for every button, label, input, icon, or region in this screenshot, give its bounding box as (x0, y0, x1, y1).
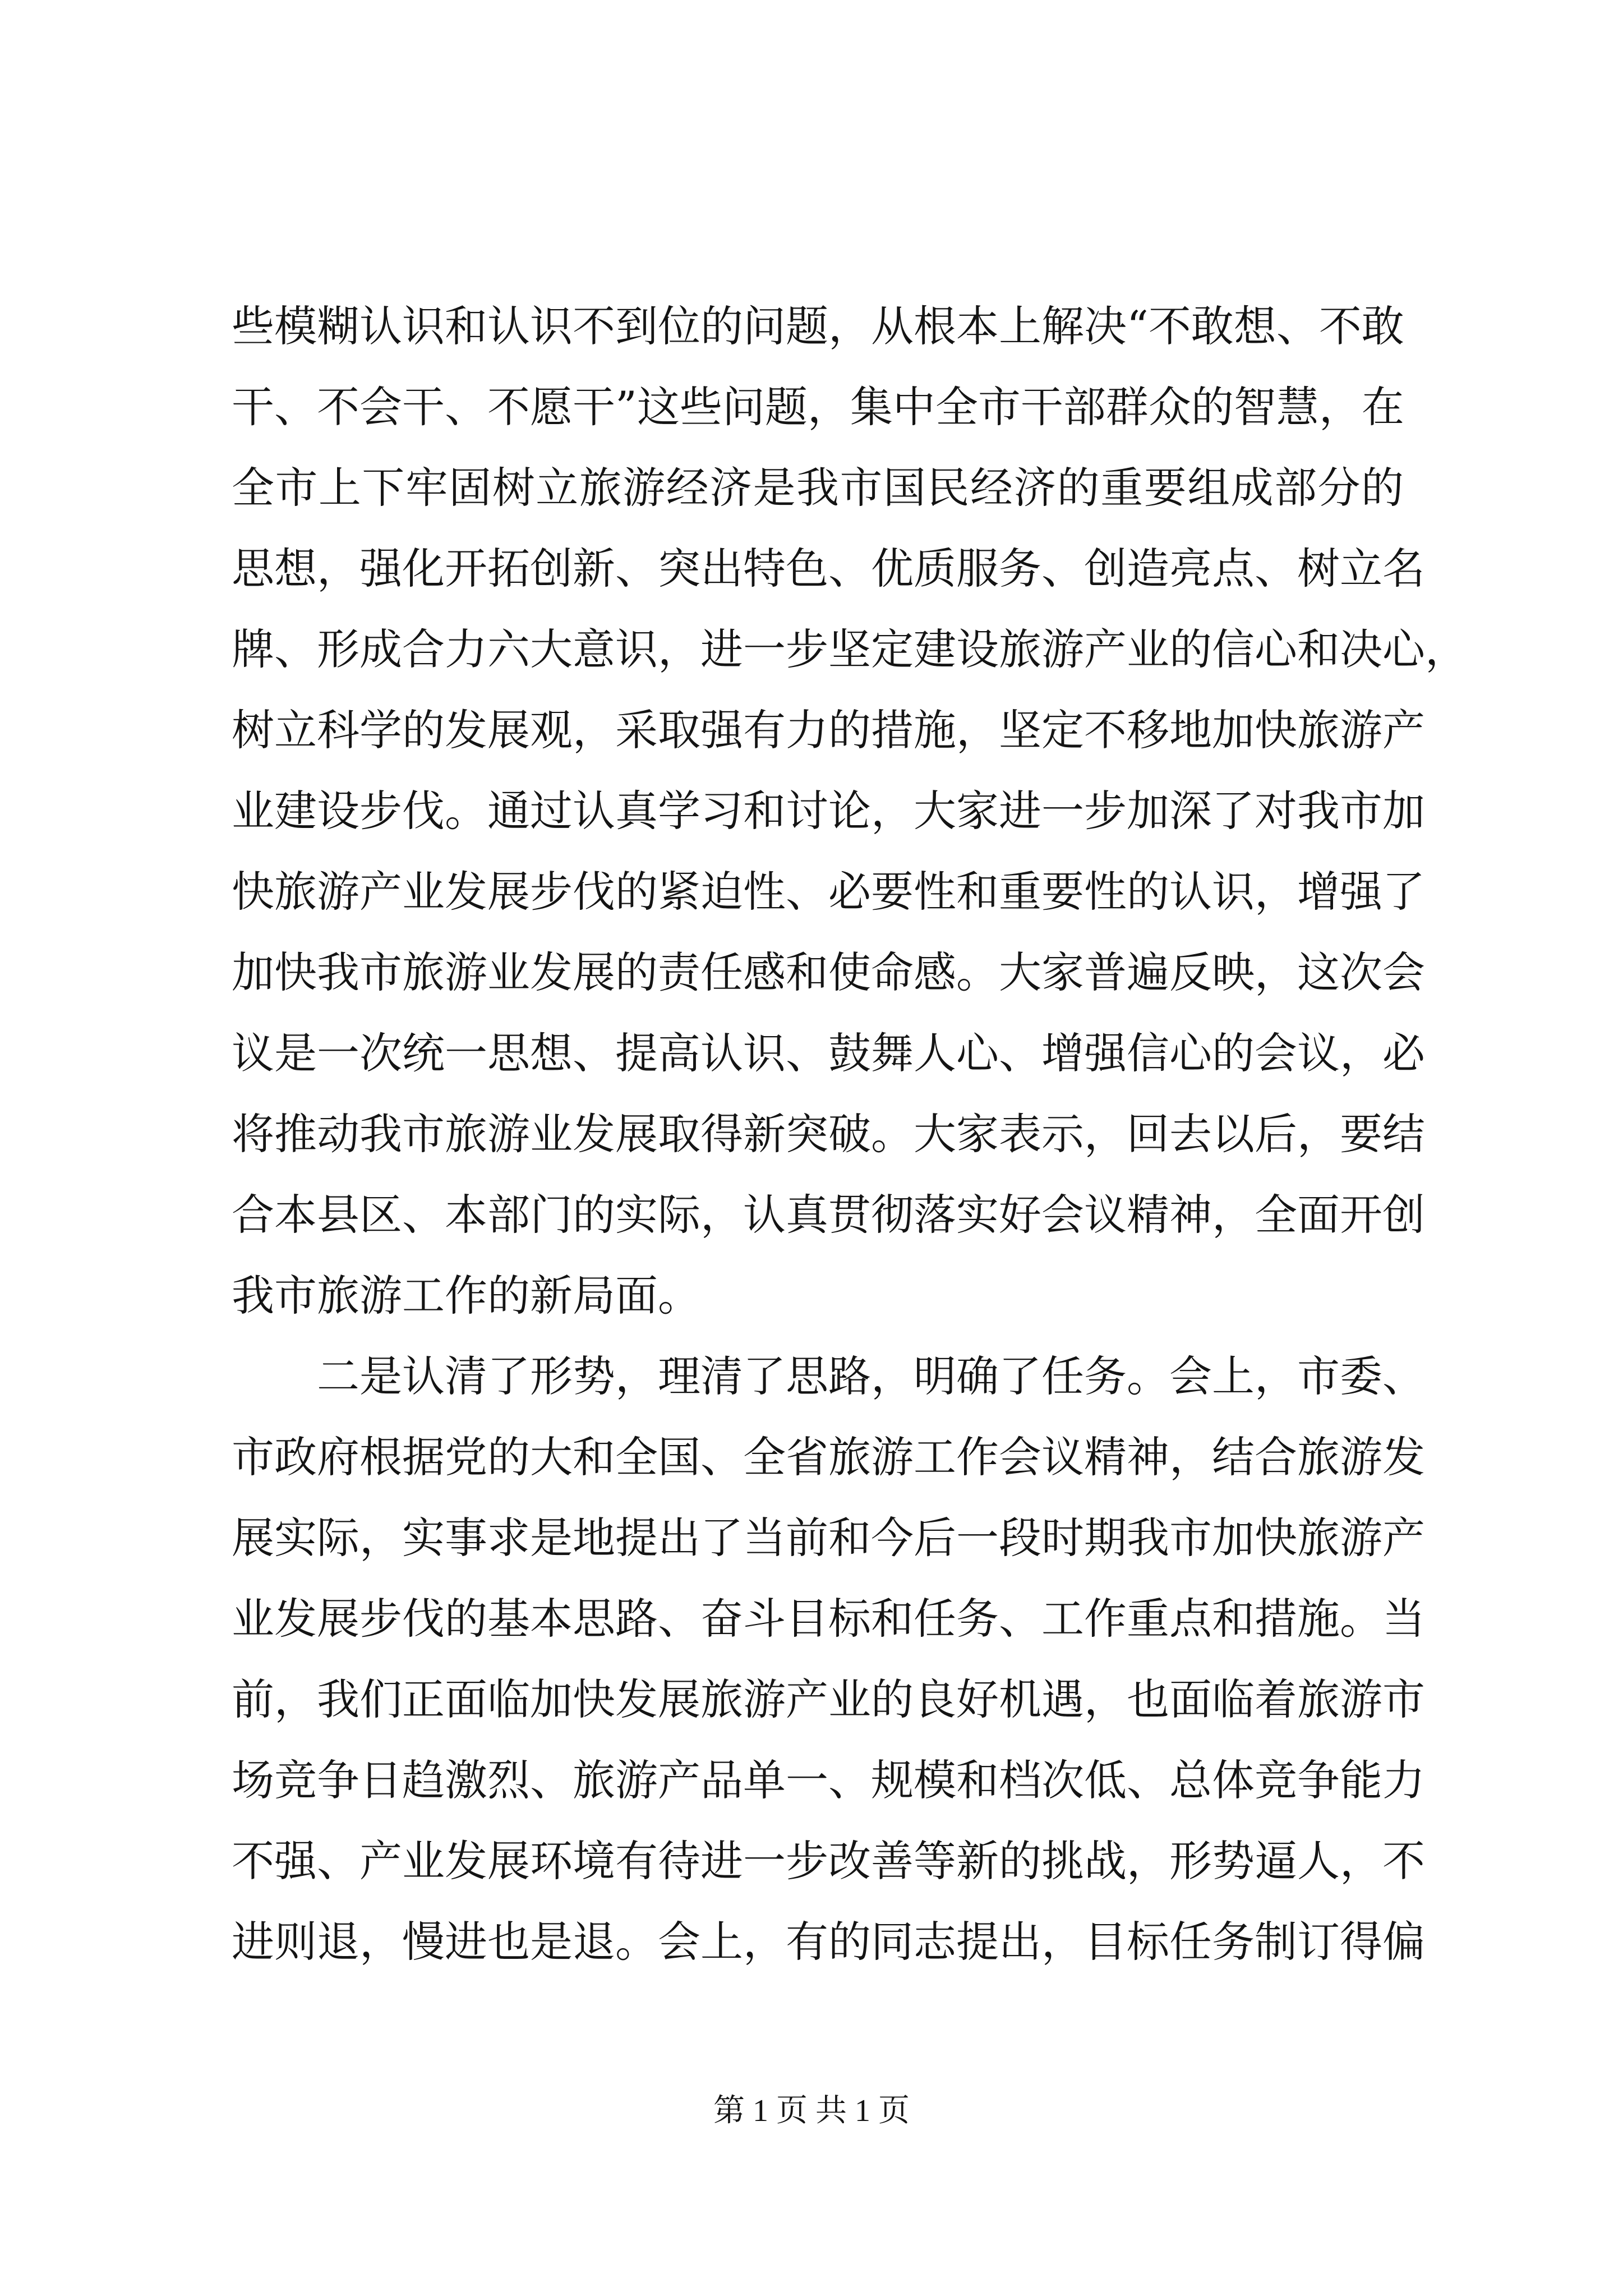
text-line: 议是一次统一思想、提高认识、鼓舞人心、增强信心的会议，必 (232, 1028, 1425, 1078)
text-line: 牌、形成合力六大意识，进一步坚定建设旅游产业的信心和决心， (232, 624, 1468, 674)
text-line: 二是认清了形势，理清了思路，明确了任务。会上，市委、 (232, 1351, 1425, 1401)
text-line: 快旅游产业发展步伐的紧迫性、必要性和重要性的认识，增强了 (232, 867, 1425, 917)
text-line: 全市上下牢固树立旅游经济是我市国民经济的重要组成部分的 (232, 463, 1404, 513)
text-line: 市政府根据党的大和全国、全省旅游工作会议精神，结合旅游发 (232, 1432, 1425, 1482)
text-line: 前，我们正面临加快发展旅游产业的良好机遇，也面临着旅游市 (232, 1674, 1425, 1724)
text-line: 合本县区、本部门的实际，认真贯彻落实好会议精神，全面开创 (232, 1190, 1425, 1240)
text-line: 展实际，实事求是地提出了当前和今后一段时期我市加快旅游产 (232, 1513, 1425, 1563)
text-line: 树立科学的发展观，采取强有力的措施，坚定不移地加快旅游产 (232, 705, 1425, 755)
text-line: 思想，强化开拓创新、突出特色、优质服务、创造亮点、树立名 (232, 544, 1425, 593)
text-line: 我市旅游工作的新局面。 (232, 1271, 700, 1320)
text-line: 场竞争日趋激烈、旅游产品单一、规模和档次低、总体竞争能力 (232, 1755, 1425, 1805)
page-footer: 第 1 页 共 1 页 (713, 2093, 910, 2128)
text-line: 业建设步伐。通过认真学习和讨论，大家进一步加深了对我市加 (232, 786, 1425, 836)
text-line: 将推动我市旅游业发展取得新突破。大家表示，回去以后，要结 (232, 1109, 1425, 1159)
text-line: 加快我市旅游业发展的责任感和使命感。大家普遍反映，这次会 (232, 947, 1425, 997)
body-text (232, 286, 1468, 1982)
text-line: 业发展步伐的基本思路、奋斗目标和任务、工作重点和措施。当 (232, 1594, 1425, 1644)
text-line: 进则退，慢进也是退。会上，有的同志提出，目标任务制订得偏 (232, 1917, 1425, 1967)
text-line: 些模糊认识和认识不到位的问题，从根本上解决“不敢想、不敢 (232, 301, 1404, 351)
text-line: 干、不会干、不愿干”这些问题，集中全市干部群众的智慧，在 (232, 382, 1404, 432)
text-line: 不强、产业发展环境有待进一步改善等新的挑战，形势逼人，不 (232, 1836, 1425, 1886)
